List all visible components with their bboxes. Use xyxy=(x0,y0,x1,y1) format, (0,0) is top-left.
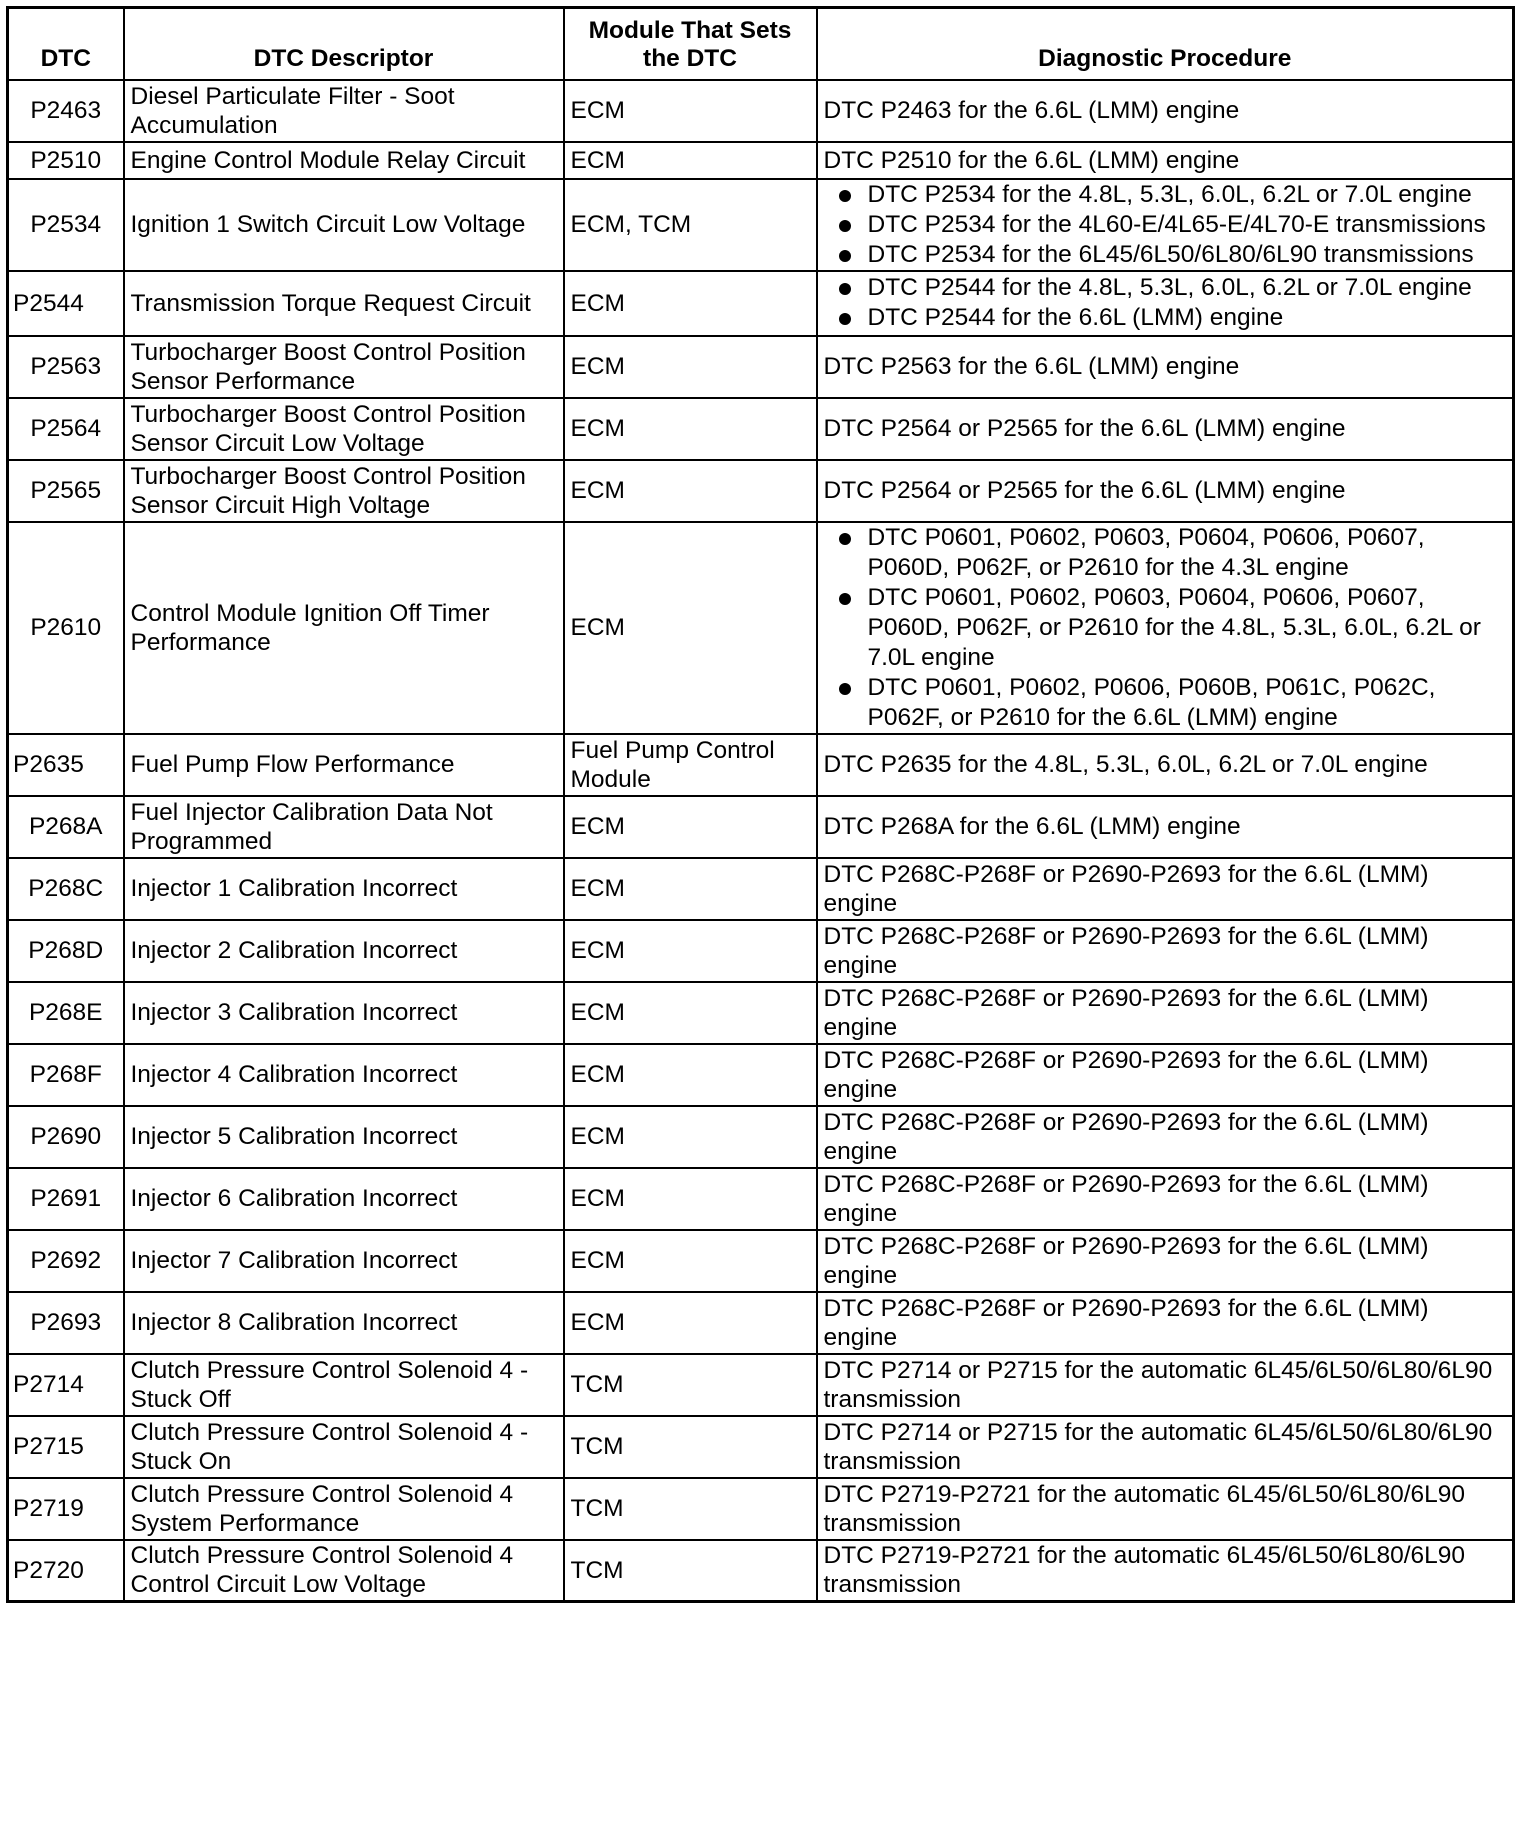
procedure-item: DTC P2534 for the 4L60-E/4L65-E/4L70-E transmissions xyxy=(818,210,1507,240)
cell-dtc: P2635 xyxy=(8,734,124,796)
procedure-item: DTC P0601, P0602, P0603, P0604, P0606, P0607, P060D, P062F, or P2610 for the 4.8L, 5.3L, 6.0L, 6.2L or 7.0L engine xyxy=(818,583,1507,673)
cell-descriptor: Injector 8 Calibration Incorrect xyxy=(124,1292,564,1354)
procedure-list xyxy=(818,273,1507,333)
cell-dtc: P268F xyxy=(8,1044,124,1106)
cell-module: ECM xyxy=(564,398,817,460)
cell-descriptor: Engine Control Module Relay Circuit xyxy=(124,142,564,179)
cell-procedure: DTC P2714 or P2715 for the automatic 6L45/6L50/6L80/6L90 transmission xyxy=(817,1416,1514,1478)
procedure-item: DTC P2534 for the 6L45/6L50/6L80/6L90 transmissions xyxy=(818,240,1507,270)
table-row xyxy=(8,142,1514,179)
cell-dtc: P268A xyxy=(8,796,124,858)
table-row xyxy=(8,796,1514,858)
table-row xyxy=(8,460,1514,522)
table-row xyxy=(8,1230,1514,1292)
header-dtc: DTC xyxy=(8,8,124,80)
table-row xyxy=(8,920,1514,982)
table-header xyxy=(8,8,1514,80)
table-row xyxy=(8,982,1514,1044)
cell-module: TCM xyxy=(564,1416,817,1478)
cell-procedure xyxy=(817,179,1514,271)
cell-procedure: DTC P268C-P268F or P2690-P2693 for the 6.6L (LMM) engine xyxy=(817,1044,1514,1106)
cell-descriptor: Injector 3 Calibration Incorrect xyxy=(124,982,564,1044)
document-page xyxy=(6,6,1512,1603)
cell-module: ECM xyxy=(564,1106,817,1168)
cell-module: ECM, TCM xyxy=(564,179,817,271)
cell-descriptor: Clutch Pressure Control Solenoid 4 Control Circuit Low Voltage xyxy=(124,1540,564,1602)
cell-descriptor: Injector 6 Calibration Incorrect xyxy=(124,1168,564,1230)
header-descriptor: DTC Descriptor xyxy=(124,8,564,80)
cell-descriptor: Fuel Injector Calibration Data Not Programmed xyxy=(124,796,564,858)
cell-descriptor: Clutch Pressure Control Solenoid 4 System Performance xyxy=(124,1478,564,1540)
table-row xyxy=(8,179,1514,271)
procedure-item: DTC P2544 for the 4.8L, 5.3L, 6.0L, 6.2L or 7.0L engine xyxy=(818,273,1507,303)
cell-dtc: P2544 xyxy=(8,271,124,336)
cell-procedure xyxy=(817,522,1514,734)
cell-procedure: DTC P268C-P268F or P2690-P2693 for the 6.6L (LMM) engine xyxy=(817,1230,1514,1292)
cell-module: ECM xyxy=(564,142,817,179)
cell-module: ECM xyxy=(564,1168,817,1230)
procedure-item: DTC P2534 for the 4.8L, 5.3L, 6.0L, 6.2L or 7.0L engine xyxy=(818,180,1507,210)
table-body xyxy=(8,80,1514,1602)
cell-dtc: P268E xyxy=(8,982,124,1044)
cell-descriptor: Injector 2 Calibration Incorrect xyxy=(124,920,564,982)
cell-descriptor: Control Module Ignition Off Timer Performance xyxy=(124,522,564,734)
procedure-list xyxy=(818,523,1507,733)
cell-module: ECM xyxy=(564,460,817,522)
procedure-item: DTC P0601, P0602, P0603, P0604, P0606, P0607, P060D, P062F, or P2610 for the 4.3L engine xyxy=(818,523,1507,583)
cell-descriptor: Fuel Pump Flow Performance xyxy=(124,734,564,796)
cell-module: ECM xyxy=(564,982,817,1044)
table-row xyxy=(8,271,1514,336)
cell-dtc: P2510 xyxy=(8,142,124,179)
cell-dtc: P2563 xyxy=(8,336,124,398)
procedure-item: DTC P0601, P0602, P0606, P060B, P061C, P062C, P062F, or P2610 for the 6.6L (LMM) engine xyxy=(818,673,1507,733)
cell-procedure xyxy=(817,271,1514,336)
cell-procedure: DTC P2714 or P2715 for the automatic 6L45/6L50/6L80/6L90 transmission xyxy=(817,1354,1514,1416)
cell-descriptor: Injector 5 Calibration Incorrect xyxy=(124,1106,564,1168)
table-row xyxy=(8,1106,1514,1168)
table-row xyxy=(8,1292,1514,1354)
cell-module: Fuel Pump Control Module xyxy=(564,734,817,796)
cell-procedure: DTC P268C-P268F or P2690-P2693 for the 6.6L (LMM) engine xyxy=(817,858,1514,920)
cell-module: ECM xyxy=(564,1044,817,1106)
table-row xyxy=(8,398,1514,460)
cell-descriptor: Diesel Particulate Filter - Soot Accumulation xyxy=(124,80,564,142)
table-row xyxy=(8,522,1514,734)
cell-procedure: DTC P2564 or P2565 for the 6.6L (LMM) engine xyxy=(817,398,1514,460)
cell-procedure: DTC P2635 for the 4.8L, 5.3L, 6.0L, 6.2L or 7.0L engine xyxy=(817,734,1514,796)
cell-dtc: P2720 xyxy=(8,1540,124,1602)
cell-descriptor: Injector 7 Calibration Incorrect xyxy=(124,1230,564,1292)
cell-module: ECM xyxy=(564,1230,817,1292)
cell-dtc: P2719 xyxy=(8,1478,124,1540)
table-row xyxy=(8,1478,1514,1540)
cell-dtc: P2691 xyxy=(8,1168,124,1230)
cell-dtc: P2692 xyxy=(8,1230,124,1292)
cell-procedure: DTC P268C-P268F or P2690-P2693 for the 6.6L (LMM) engine xyxy=(817,920,1514,982)
header-procedure: Diagnostic Procedure xyxy=(817,8,1514,80)
cell-dtc: P2565 xyxy=(8,460,124,522)
cell-module: ECM xyxy=(564,336,817,398)
cell-descriptor: Injector 1 Calibration Incorrect xyxy=(124,858,564,920)
table-row xyxy=(8,80,1514,142)
cell-dtc: P2534 xyxy=(8,179,124,271)
table-row xyxy=(8,734,1514,796)
cell-descriptor: Ignition 1 Switch Circuit Low Voltage xyxy=(124,179,564,271)
cell-procedure: DTC P2719-P2721 for the automatic 6L45/6L50/6L80/6L90 transmission xyxy=(817,1540,1514,1602)
cell-module: ECM xyxy=(564,796,817,858)
cell-dtc: P2463 xyxy=(8,80,124,142)
cell-procedure: DTC P2563 for the 6.6L (LMM) engine xyxy=(817,336,1514,398)
cell-module: TCM xyxy=(564,1478,817,1540)
cell-module: ECM xyxy=(564,271,817,336)
cell-module: ECM xyxy=(564,522,817,734)
cell-dtc: P268C xyxy=(8,858,124,920)
cell-module: TCM xyxy=(564,1354,817,1416)
table-row xyxy=(8,1540,1514,1602)
cell-procedure: DTC P268C-P268F or P2690-P2693 for the 6.6L (LMM) engine xyxy=(817,1292,1514,1354)
table-row xyxy=(8,1044,1514,1106)
cell-module: TCM xyxy=(564,1540,817,1602)
cell-descriptor: Turbocharger Boost Control Position Sensor Circuit Low Voltage xyxy=(124,398,564,460)
cell-procedure: DTC P268C-P268F or P2690-P2693 for the 6.6L (LMM) engine xyxy=(817,1168,1514,1230)
table-row xyxy=(8,336,1514,398)
cell-module: ECM xyxy=(564,80,817,142)
table-row xyxy=(8,1416,1514,1478)
cell-descriptor: Turbocharger Boost Control Position Sensor Performance xyxy=(124,336,564,398)
dtc-table xyxy=(6,6,1515,1603)
procedure-list xyxy=(818,180,1507,270)
procedure-item: DTC P2544 for the 6.6L (LMM) engine xyxy=(818,303,1507,333)
cell-procedure: DTC P2719-P2721 for the automatic 6L45/6L50/6L80/6L90 transmission xyxy=(817,1478,1514,1540)
table-row xyxy=(8,858,1514,920)
cell-dtc: P268D xyxy=(8,920,124,982)
cell-descriptor: Transmission Torque Request Circuit xyxy=(124,271,564,336)
table-row xyxy=(8,1354,1514,1416)
header-module: Module That Sets the DTC xyxy=(564,8,817,80)
cell-module: ECM xyxy=(564,920,817,982)
cell-dtc: P2610 xyxy=(8,522,124,734)
cell-dtc: P2690 xyxy=(8,1106,124,1168)
cell-descriptor: Clutch Pressure Control Solenoid 4 - Stuck On xyxy=(124,1416,564,1478)
table-row xyxy=(8,1168,1514,1230)
cell-procedure: DTC P2510 for the 6.6L (LMM) engine xyxy=(817,142,1514,179)
cell-procedure: DTC P268C-P268F or P2690-P2693 for the 6.6L (LMM) engine xyxy=(817,982,1514,1044)
cell-dtc: P2564 xyxy=(8,398,124,460)
cell-procedure: DTC P268C-P268F or P2690-P2693 for the 6.6L (LMM) engine xyxy=(817,1106,1514,1168)
cell-procedure: DTC P2463 for the 6.6L (LMM) engine xyxy=(817,80,1514,142)
cell-procedure: DTC P2564 or P2565 for the 6.6L (LMM) engine xyxy=(817,460,1514,522)
cell-dtc: P2693 xyxy=(8,1292,124,1354)
cell-dtc: P2715 xyxy=(8,1416,124,1478)
cell-module: ECM xyxy=(564,858,817,920)
cell-procedure: DTC P268A for the 6.6L (LMM) engine xyxy=(817,796,1514,858)
cell-descriptor: Clutch Pressure Control Solenoid 4 - Stuck Off xyxy=(124,1354,564,1416)
cell-module: ECM xyxy=(564,1292,817,1354)
cell-descriptor: Injector 4 Calibration Incorrect xyxy=(124,1044,564,1106)
cell-descriptor: Turbocharger Boost Control Position Sensor Circuit High Voltage xyxy=(124,460,564,522)
cell-dtc: P2714 xyxy=(8,1354,124,1416)
header-row xyxy=(8,8,1514,80)
